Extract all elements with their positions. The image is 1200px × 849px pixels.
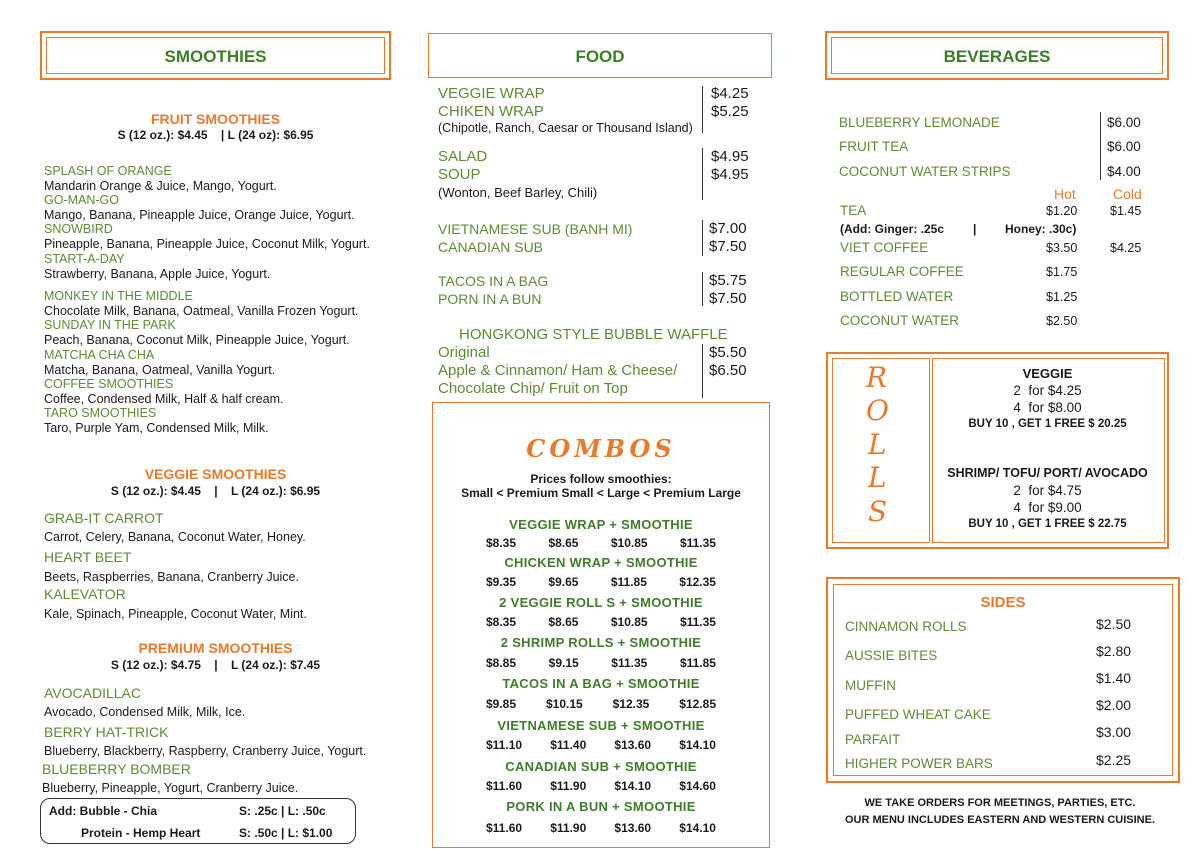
beverage-price: $4.00 [1107, 164, 1141, 179]
combo-prices [486, 738, 716, 752]
combo-price: $12.35 [679, 575, 716, 589]
footer-line-1: WE TAKE ORDERS FOR MEETINGS, PARTIES, ETC. [864, 797, 1136, 809]
smoothie-name: GO-MAN-GO [44, 193, 119, 207]
smoothie-name: GRAB-IT CARROT [44, 510, 164, 526]
beverage-name: COCONUT WATER STRIPS [839, 164, 1011, 179]
fruit-smoothies-sizes: S (12 oz.): $4.45 | L (24 oz): $6.95 [117, 128, 314, 142]
tea-addon-right: Honey: .30c) [1005, 222, 1077, 236]
combo-price: $11.60 [486, 821, 523, 835]
combo-price: $14.60 [679, 779, 716, 793]
tea-addon-left: (Add: Ginger: .25c [840, 222, 945, 236]
rolls-letter: O [866, 394, 889, 427]
beverages-divider [1100, 112, 1101, 180]
smoothie-name: SPLASH OF ORANGE [44, 164, 172, 178]
combo-price: $8.65 [548, 536, 579, 550]
side-name: PUFFED WHEAT CAKE [845, 707, 991, 722]
premium-smoothies-title: PREMIUM SMOOTHIES [138, 640, 293, 656]
combo-price: $10.85 [610, 536, 648, 550]
side-name: HIGHER POWER BARS [845, 756, 993, 771]
combo-price: $11.90 [550, 821, 587, 835]
rolls-letter: R [866, 361, 888, 394]
smoothies-header-box [40, 31, 391, 80]
food-note: (Chipotle, Ranch, Caesar or Thousand Island) [438, 121, 693, 135]
food-item-name: PORN IN A BUN [438, 291, 542, 307]
beverage-name: TEA [840, 203, 867, 218]
waffle-price: $5.50 [709, 344, 747, 361]
smoothie-name: TARO SMOOTHIES [44, 406, 157, 420]
food-item-price: $4.95 [711, 166, 749, 183]
smoothie-desc: Mango, Banana, Pineapple Juice, Orange Juice, Yogurt. [44, 208, 355, 222]
food-item-price: $7.00 [709, 220, 747, 237]
addons-box [40, 798, 356, 844]
smoothie-desc: Chocolate Milk, Banana, Oatmeal, Vanilla Frozen Yogurt. [44, 304, 359, 318]
combo-name: 2 SHRIMP ROLLS + SMOOTHIE [500, 635, 702, 650]
beverage-cold-price: $4.25 [1110, 241, 1142, 255]
rolls-letter: L [868, 428, 887, 461]
beverage-price: $2.50 [1046, 314, 1078, 328]
rolls-letter: S [868, 495, 888, 528]
combo-price: $8.65 [548, 615, 579, 629]
combo-price: $11.10 [486, 738, 523, 752]
beverage-name: COCONUT WATER [840, 313, 959, 328]
veggie-roll-line: 2 for $4.25 [1013, 383, 1082, 398]
side-price: $2.80 [1096, 643, 1132, 659]
smoothie-desc: Blueberry, Blackberry, Raspberry, Cranberry Juice, Yogurt. [44, 744, 367, 758]
addon-row2-price: S: .50c | L: $1.00 [239, 826, 333, 840]
combo-prices [486, 575, 716, 589]
veggie-smoothies-title: VEGGIE SMOOTHIES [144, 466, 287, 482]
smoothie-name: MATCHA CHA CHA [44, 348, 155, 362]
smoothie-desc: Carrot, Celery, Banana, Coconut Water, Honey. [44, 530, 306, 544]
combo-price: $11.85 [610, 575, 647, 589]
shrimp-roll-deal: BUY 10 , GET 1 FREE $ 22.75 [968, 518, 1127, 530]
veggie-roll-line: 4 for $8.00 [1013, 400, 1082, 415]
combo-price: $12.35 [612, 697, 650, 711]
food-item-name: CHIKEN WRAP [438, 103, 544, 120]
food-divider-3 [702, 220, 703, 256]
food-divider-1 [702, 86, 703, 133]
beverage-name: REGULAR COFFEE [840, 264, 964, 279]
combo-name: VEGGIE WRAP + SMOOTHIE [509, 517, 693, 532]
food-item-name: VIETNAMESE SUB (BANH MI) [438, 221, 633, 237]
smoothie-desc: Blueberry, Pineapple, Yogurt, Cranberry Juice. [42, 781, 299, 795]
shrimp-roll-line: 2 for $4.75 [1013, 483, 1082, 498]
footer-line-2: OUR MENU INCLUDES EASTERN AND WESTERN CUISINE. [844, 814, 1156, 826]
combo-price: $8.85 [486, 656, 517, 670]
veggie-roll-deal: BUY 10 , GET 1 FREE $ 20.25 [968, 418, 1127, 430]
waffle-divider [702, 344, 703, 398]
addon-row1-price: S: .25c | L: .50c [239, 804, 326, 818]
combos-note-2: Small < Premium Small < Large < Premium Large [461, 486, 741, 500]
combo-price: $11.40 [550, 738, 587, 752]
smoothie-desc: Strawberry, Banana, Apple Juice, Yogurt. [44, 267, 271, 281]
combo-price: $9.35 [486, 575, 517, 589]
smoothie-desc: Matcha, Banana, Oatmeal, Vanilla Yogurt. [44, 363, 276, 377]
combo-name: CHICKEN WRAP + SMOOTHIE [504, 555, 698, 570]
smoothie-name: HEART BEET [44, 549, 132, 565]
smoothie-desc: Taro, Purple Yam, Condensed Milk, Milk. [44, 421, 269, 435]
smoothie-name: AVOCADILLAC [44, 685, 141, 701]
smoothie-name: BLUEBERRY BOMBER [42, 761, 191, 777]
food-note: (Wonton, Beef Barley, Chili) [438, 185, 598, 200]
fruit-smoothies-title: FRUIT SMOOTHIES [150, 111, 281, 127]
waffle-price: $6.50 [709, 362, 747, 379]
combo-price: $11.85 [679, 656, 716, 670]
tea-addon-sep: | [973, 222, 977, 236]
smoothie-name: SUNDAY IN THE PARK [44, 318, 176, 332]
smoothie-name: BERRY HAT-TRICK [44, 724, 169, 740]
smoothie-desc: Kale, Spinach, Pineapple, Coconut Water, Mint. [44, 607, 307, 621]
combo-price: $14.10 [679, 738, 716, 752]
combo-price: $13.60 [614, 821, 652, 835]
beverages-header: BEVERAGES [943, 47, 1051, 66]
rolls-letter: L [868, 461, 887, 494]
smoothie-desc: Mandarin Orange & Juice, Mango, Yogurt. [44, 179, 277, 193]
food-item-name: VEGGIE WRAP [438, 85, 545, 102]
smoothie-desc: Peach, Banana, Coconut Milk, Pineapple Juice, Yogurt. [44, 333, 350, 347]
food-item-price: $7.50 [709, 290, 747, 307]
cold-label: Cold [1113, 186, 1142, 202]
addon-row1-label: Add: Bubble - Chia [49, 804, 157, 818]
combo-price: $10.85 [610, 615, 648, 629]
combos-note-1: Prices follow smoothies: [530, 472, 672, 486]
beverage-name: BOTTLED WATER [840, 289, 954, 304]
smoothie-name: MONKEY IN THE MIDDLE [44, 289, 193, 303]
smoothie-desc: Pineapple, Banana, Pineapple Juice, Coconut Milk, Yogurt. [44, 237, 370, 251]
combo-price: $11.90 [550, 779, 587, 793]
waffle-line: Original [438, 344, 490, 361]
combo-price: $8.35 [486, 536, 517, 550]
combo-name: PORK IN A BUN + SMOOTHIE [506, 799, 696, 814]
side-price: $3.00 [1096, 724, 1132, 740]
combo-prices [486, 821, 716, 835]
smoothie-desc: Coffee, Condensed Milk, Half & half cream. [44, 392, 284, 406]
combo-name: TACOS IN A BAG + SMOOTHIE [502, 676, 700, 691]
combo-price: $11.35 [679, 615, 716, 629]
food-item-name: SOUP [438, 166, 481, 183]
side-price: $2.50 [1096, 616, 1132, 632]
combo-prices [486, 697, 716, 711]
premium-smoothies-sizes: S (12 oz.): $4.75 | L (24 oz.): $7.45 [110, 658, 321, 672]
food-item-price: $4.25 [711, 85, 749, 102]
combo-prices [486, 615, 716, 629]
waffle-line: Chocolate Chip/ Fruit on Top [438, 380, 628, 397]
smoothie-desc: Beets, Raspberries, Banana, Cranberry Juice. [44, 570, 299, 584]
smoothie-desc: Avocado, Condensed Milk, Milk, Ice. [44, 705, 246, 719]
food-item-price: $4.95 [711, 148, 749, 165]
waffle-title: HONGKONG STYLE BUBBLE WAFFLE [459, 326, 728, 343]
beverage-name: BLUEBERRY LEMONADE [839, 115, 1000, 130]
food-divider-2 [702, 148, 703, 200]
side-name: CINNAMON ROLLS [845, 619, 967, 634]
smoothie-name: START-A-DAY [44, 252, 125, 266]
beverage-hot-price: $1.20 [1046, 204, 1078, 218]
smoothie-name: COFFEE SMOOTHIES [44, 377, 174, 391]
combo-price: $12.85 [679, 697, 716, 711]
combo-price: $13.60 [614, 738, 652, 752]
beverage-price: $6.00 [1107, 115, 1141, 130]
food-item-name: TACOS IN A BAG [438, 273, 549, 289]
shrimp-roll-title: SHRIMP/ TOFU/ PORT/ AVOCADO [947, 466, 1148, 480]
combo-name: VIETNAMESE SUB + SMOOTHIE [497, 718, 705, 733]
food-divider-4 [702, 272, 703, 306]
combo-price: $11.35 [611, 656, 648, 670]
beverage-price: $1.25 [1046, 290, 1078, 304]
smoothie-name: SNOWBIRD [44, 222, 113, 236]
combo-price: $11.60 [486, 779, 523, 793]
combo-price: $9.85 [486, 697, 517, 711]
beverages-header-box [825, 31, 1169, 80]
food-header: FOOD [575, 47, 625, 66]
waffle-line: Apple & Cinnamon/ Ham & Cheese/ [438, 362, 678, 379]
food-item-price: $7.50 [709, 238, 747, 255]
beverage-price: $1.75 [1046, 265, 1078, 279]
food-item-name: CANADIAN SUB [438, 239, 544, 255]
combos-title: COMBOS [526, 434, 676, 463]
food-header-box [428, 33, 772, 78]
combo-price: $9.15 [548, 656, 579, 670]
smoothies-header: SMOOTHIES [164, 47, 267, 66]
combo-prices [486, 656, 716, 670]
side-name: AUSSIE BITES [845, 648, 938, 663]
combo-price: $11.35 [679, 536, 716, 550]
sides-header: SIDES [980, 594, 1026, 611]
beverage-name: FRUIT TEA [839, 139, 909, 154]
beverage-name: VIET COFFEE [840, 240, 929, 255]
combo-name: 2 VEGGIE ROLL S + SMOOTHIE [499, 595, 703, 610]
veggie-smoothies-sizes: S (12 oz.): $4.45 | L (24 oz.): $6.95 [110, 484, 321, 498]
addon-row2-label: Protein - Hemp Heart [81, 826, 201, 840]
combo-name: CANADIAN SUB + SMOOTHIE [505, 759, 697, 774]
combo-price: $8.35 [486, 615, 517, 629]
combo-prices [486, 536, 716, 550]
food-item-price: $5.25 [711, 103, 749, 120]
beverage-cold-price: $1.45 [1110, 204, 1142, 218]
combo-price: $9.65 [548, 575, 579, 589]
combo-price: $14.10 [614, 779, 652, 793]
combo-price: $14.10 [679, 821, 716, 835]
beverage-hot-price: $3.50 [1046, 241, 1078, 255]
shrimp-roll-line: 4 for $9.00 [1013, 500, 1082, 515]
veggie-roll-title: VEGGIE [1022, 366, 1073, 381]
food-item-price: $5.75 [709, 272, 747, 289]
hot-label: Hot [1054, 186, 1076, 202]
side-price: $2.25 [1096, 752, 1132, 768]
side-name: PARFAIT [845, 732, 901, 747]
side-name: MUFFIN [845, 678, 896, 693]
side-price: $2.00 [1096, 697, 1132, 713]
smoothie-name: KALEVATOR [44, 586, 126, 602]
combo-prices [486, 779, 716, 793]
food-item-name: SALAD [438, 148, 488, 165]
combo-price: $10.15 [545, 697, 583, 711]
beverage-price: $6.00 [1107, 139, 1141, 154]
side-price: $1.40 [1096, 670, 1132, 686]
